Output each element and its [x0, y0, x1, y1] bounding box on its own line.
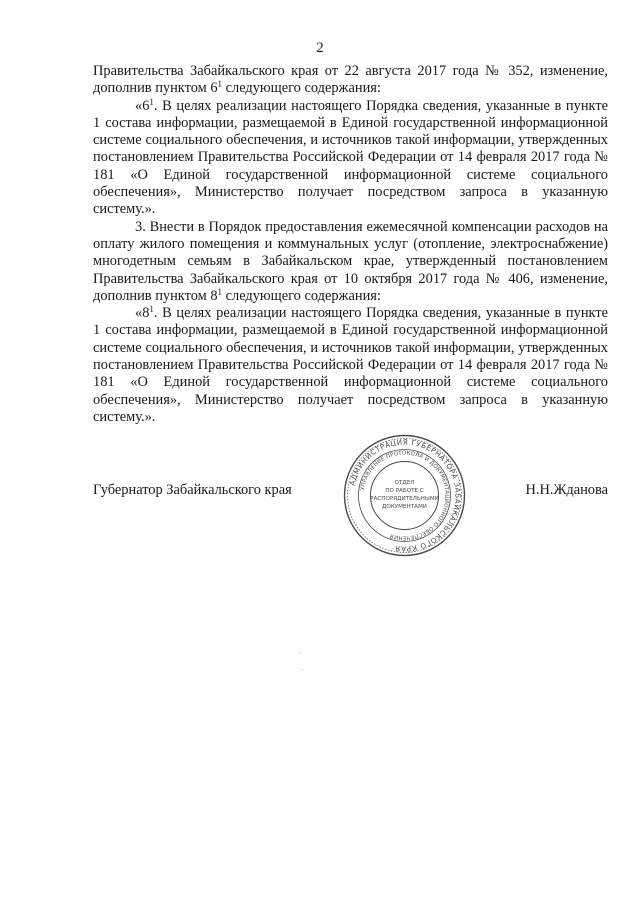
- stamp-center-line: ПО РАБОТЕ С: [385, 488, 424, 494]
- paragraph: Правительства Забайкальского края от 22 августа 2017 года № 352, изменение, дополнив пунктом $6^1$ следующего содержания:: [93, 63, 608, 97]
- paragraph: «$8^1$. В целях реализации настоящего Порядка сведения, указанные в пункте 1 состава информации, размещаемой в Единой государственной информационной системе социального обеспечения, и источников такой информации, утвержденных постановлением Правительства Российской Федерации от 14 февраля 2017 года № 181 «О Единой государственной информационной системе социального обеспечения», Министерство получает посредством запроса в указанную систему.».: [93, 304, 608, 425]
- signer-title: Губернатор Забайкальского края: [93, 482, 292, 498]
- stamp-center-line: РАСПОРЯДИТЕЛЬНЫМИ: [370, 496, 439, 502]
- scan-speck: [300, 652, 301, 653]
- stamp-inner-text: УПРАВЛЕНИЕ ПРОТОКОЛА И ДОКУМЕНТАЦИОННОГО ОБЕСПЕЧЕНИЯ: [359, 450, 450, 541]
- stamp-center-line: ОТДЕЛ: [394, 480, 415, 486]
- page-number: 2: [316, 40, 324, 56]
- signer-name: Н.Н.Жданова: [525, 482, 608, 498]
- paragraph: «$6^1$. В целях реализации настоящего Порядка сведения, указанные в пункте 1 состава информации, размещаемой в Единой государственной информационной системе социального обеспечения, и источников такой информации, утвержденных постановлением Правительства Российской Федерации от 14 февраля 2017 года № 181 «О Единой государственной информационной системе социального обеспечения», Министерство получает посредством запроса в указанную систему.».: [93, 96, 608, 218]
- official-stamp: [342, 433, 467, 558]
- stamp-center-line: ДОКУМЕНТАМИ: [382, 504, 427, 510]
- document-body: [93, 63, 608, 426]
- paragraph: 3. Внести в Порядок предоставления ежемесячной компенсации расходов на оплату жилого помещения и коммунальных услуг (отопление, электроснабжение) многодетным семьям в Забайкальском крае, утвержденный постановлением Правительства Забайкальского края от 10 октября 2017 года № 406, изменение, дополнив пунктом $8^1$ следующего содержания:: [93, 218, 608, 304]
- stamp-outer-text: АДМИНИСТРАЦИЯ ГУБЕРНАТОРА ЗАБАЙКАЛЬСКОГО КРАЯ: [347, 437, 463, 554]
- scan-speck: [302, 669, 303, 670]
